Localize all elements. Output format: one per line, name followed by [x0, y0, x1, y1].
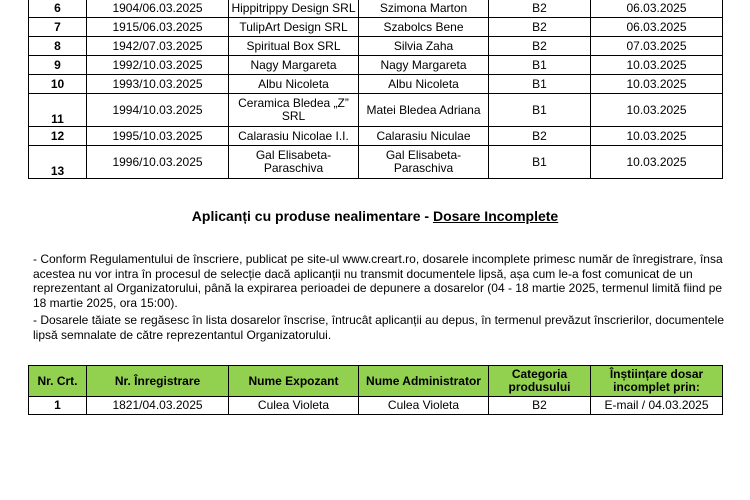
date: 06.03.2025 [591, 18, 723, 37]
registration-number: 1996/10.03.2025 [87, 146, 229, 179]
table-row [29, 397, 723, 415]
column-header-registration: Nr. Înregistrare [87, 366, 229, 397]
column-header-notification: Înștiințare dosar incomplet prin: [591, 366, 723, 397]
row-number: 11 [29, 94, 87, 127]
exhibitor-name: Albu Nicoleta [229, 75, 359, 94]
column-header-category: Categoria produsului [489, 366, 591, 397]
date: 06.03.2025 [591, 0, 723, 18]
product-category: B1 [489, 146, 591, 179]
table-row [29, 146, 723, 179]
exhibitor-name: Hippitrippy Design SRL [229, 0, 359, 18]
table-row [29, 75, 723, 94]
notification-method: E-mail / 04.03.2025 [591, 397, 723, 415]
product-category: B1 [489, 75, 591, 94]
row-number: 12 [29, 127, 87, 146]
date: 10.03.2025 [591, 94, 723, 127]
date: 10.03.2025 [591, 127, 723, 146]
registration-number: 1904/06.03.2025 [87, 0, 229, 18]
exhibitor-name: Nagy Margareta [229, 56, 359, 75]
incomplete-files-table [28, 365, 723, 415]
exhibitor-name: Gal Elisabeta-Paraschiva [229, 146, 359, 179]
registered-applicants-table [28, 0, 723, 179]
registration-number: 1994/10.03.2025 [87, 94, 229, 127]
registration-number: 1915/06.03.2025 [87, 18, 229, 37]
table-row [29, 127, 723, 146]
administrator-name: Szabolcs Bene [359, 18, 489, 37]
product-category: B2 [489, 0, 591, 18]
product-category: B2 [489, 37, 591, 56]
column-header-exhibitor: Nume Expozant [229, 366, 359, 397]
table-row [29, 37, 723, 56]
registration-number: 1942/07.03.2025 [87, 37, 229, 56]
registration-number: 1993/10.03.2025 [87, 75, 229, 94]
table-row [29, 0, 723, 18]
exhibitor-name: Calarasiu Nicolae I.I. [229, 127, 359, 146]
section-title-prefix: Aplicanți cu produse nealimentare - [191, 208, 433, 224]
table-row [29, 18, 723, 37]
column-header-nr: Nr. Crt. [29, 366, 87, 397]
administrator-name: Szimona Marton [359, 0, 489, 18]
column-header-administrator: Nume Administrator [359, 366, 489, 397]
administrator-name: Calarasiu Niculae [359, 127, 489, 146]
product-category: B1 [489, 56, 591, 75]
exhibitor-name: Culea Violeta [229, 397, 359, 415]
product-category: B2 [489, 397, 591, 415]
product-category: B2 [489, 18, 591, 37]
table-row [29, 94, 723, 127]
administrator-name: Albu Nicoleta [359, 75, 489, 94]
product-category: B2 [489, 127, 591, 146]
exhibitor-name: Ceramica Bledea „Z” SRL [229, 94, 359, 127]
regulation-note: - Conform Regulamentului de înscriere, publicat pe site-ul www.creart.ro, dosarele incomplete primesc număr de înregistrare, însa acestea nu vor intra în procesul de selecție dacă aplicanții nu transmit documentele lipsă, așa cum le-a fost comunicat de un reprezentant al Organizatorului, până la expirarea perioadei de depunere a dosarelor (04 - 18 martie 2025, termenul limită fiind pe 18 martie 2025, ora 15:00). [33, 252, 723, 310]
registration-number: 1992/10.03.2025 [87, 56, 229, 75]
product-category: B1 [489, 94, 591, 127]
row-number: 13 [29, 146, 87, 179]
administrator-name: Matei Bledea Adriana [359, 94, 489, 127]
exhibitor-name: Spiritual Box SRL [229, 37, 359, 56]
registration-number: 1995/10.03.2025 [87, 127, 229, 146]
section-title [0, 208, 750, 224]
row-number: 10 [29, 75, 87, 94]
date: 07.03.2025 [591, 37, 723, 56]
table-header-row [29, 366, 723, 397]
row-number: 6 [29, 0, 87, 18]
exhibitor-name: TulipArt Design SRL [229, 18, 359, 37]
date: 10.03.2025 [591, 75, 723, 94]
registration-number: 1821/04.03.2025 [87, 397, 229, 415]
administrator-name: Nagy Margareta [359, 56, 489, 75]
row-number: 9 [29, 56, 87, 75]
crossed-files-note: - Dosarele tăiate se regăsesc în lista dosarelor înscrise, întrucât aplicanții au depus, în termenul prevăzut înscrierilor, documentele lipsă semnalate de către reprezentantul Organizatorului. [33, 313, 725, 342]
date: 10.03.2025 [591, 56, 723, 75]
row-number: 8 [29, 37, 87, 56]
date: 10.03.2025 [591, 146, 723, 179]
administrator-name: Culea Violeta [359, 397, 489, 415]
row-number: 7 [29, 18, 87, 37]
administrator-name: Gal Elisabeta-Paraschiva [359, 146, 489, 179]
table-row [29, 56, 723, 75]
administrator-name: Silvia Zaha [359, 37, 489, 56]
section-title-underlined: Dosare Incomplete [432, 208, 559, 224]
row-number: 1 [29, 397, 87, 415]
